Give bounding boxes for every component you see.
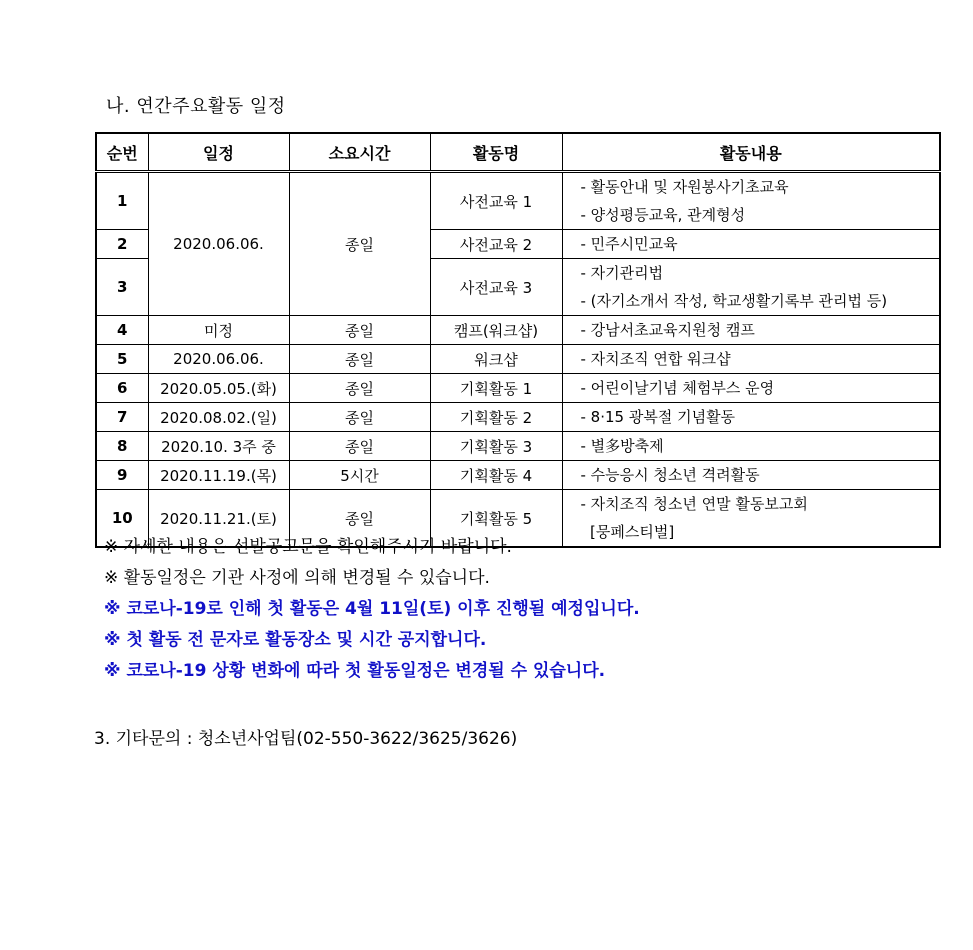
row-activity: 사전교육 2 bbox=[430, 230, 562, 259]
row-number: 5 bbox=[96, 345, 148, 374]
content-line: - 어린이날기념 체험부스 운영 bbox=[580, 379, 775, 397]
row-activity: 기획활동 3 bbox=[430, 432, 562, 461]
row-duration: 종일 bbox=[289, 374, 430, 403]
content-line: - 별多방축제 bbox=[580, 437, 664, 455]
row-date: 2020.05.05.(화) bbox=[148, 374, 289, 403]
table-row bbox=[96, 172, 940, 230]
table-row bbox=[96, 316, 940, 345]
header-activity: 활동명 bbox=[430, 133, 562, 172]
header-date: 일정 bbox=[148, 133, 289, 172]
row-content bbox=[562, 432, 940, 461]
table-row bbox=[96, 432, 940, 461]
row-number: 10 bbox=[96, 490, 148, 548]
row-date: 미정 bbox=[148, 316, 289, 345]
row-number: 3 bbox=[96, 259, 148, 316]
content-line: - 자기관리법 bbox=[580, 264, 664, 282]
note-item-emphasis: ※ 첫 활동 전 문자로 활동장소 및 시간 공지합니다. bbox=[104, 630, 487, 650]
row-duration: 종일 bbox=[289, 432, 430, 461]
content-line: - 민주시민교육 bbox=[580, 235, 678, 253]
header-content: 활동내용 bbox=[562, 133, 940, 172]
row-date: 2020.11.21.(토) bbox=[148, 490, 289, 548]
row-date: 2020.10. 3주 중 bbox=[148, 432, 289, 461]
row-activity: 기획활동 5 bbox=[430, 490, 562, 548]
content-line: - 8·15 광복절 기념활동 bbox=[580, 408, 736, 426]
table-header-row bbox=[96, 133, 940, 172]
row-duration: 종일 bbox=[289, 316, 430, 345]
table-row bbox=[96, 403, 940, 432]
row-content bbox=[562, 403, 940, 432]
row-content bbox=[562, 259, 940, 316]
note-item-emphasis: ※ 코로나-19 상황 변화에 따라 첫 활동일정은 변경될 수 있습니다. bbox=[104, 661, 606, 681]
note-item: ※ 자세한 내용은 선발공고문을 확인해주시기 바랍니다. bbox=[104, 537, 512, 557]
row-content bbox=[562, 230, 940, 259]
row-number: 4 bbox=[96, 316, 148, 345]
row-content bbox=[562, 461, 940, 490]
row-date: 2020.11.19.(목) bbox=[148, 461, 289, 490]
schedule-table bbox=[95, 132, 941, 548]
row-content bbox=[562, 345, 940, 374]
row-activity: 사전교육 1 bbox=[430, 172, 562, 230]
row-duration: 5시간 bbox=[289, 461, 430, 490]
row-number: 9 bbox=[96, 461, 148, 490]
notes-list bbox=[104, 532, 640, 687]
row-duration: 종일 bbox=[289, 345, 430, 374]
row-number: 6 bbox=[96, 374, 148, 403]
row-number: 8 bbox=[96, 432, 148, 461]
row-number: 2 bbox=[96, 230, 148, 259]
row-activity: 기획활동 1 bbox=[430, 374, 562, 403]
row-date: 2020.08.02.(일) bbox=[148, 403, 289, 432]
contact-info: 3. 기타문의 : 청소년사업팀(02-550-3622/3625/3626) bbox=[94, 729, 518, 749]
row-activity: 사전교육 3 bbox=[430, 259, 562, 316]
content-line: - 자치조직 청소년 연말 활동보고회 bbox=[580, 495, 808, 513]
row-activity: 워크샵 bbox=[430, 345, 562, 374]
row-content bbox=[562, 172, 940, 230]
table-row bbox=[96, 374, 940, 403]
row-date: 2020.06.06. bbox=[148, 345, 289, 374]
note-item-emphasis: ※ 코로나-19로 인해 첫 활동은 4월 11일(토) 이후 진행될 예정입니다. bbox=[104, 599, 640, 619]
header-duration: 소요시간 bbox=[289, 133, 430, 172]
content-line: [뭉페스티벌] bbox=[580, 523, 675, 541]
row-activity: 기획활동 2 bbox=[430, 403, 562, 432]
row-date: 2020.06.06. bbox=[148, 172, 289, 316]
row-duration: 종일 bbox=[289, 490, 430, 548]
content-line: - (자기소개서 작성, 학교생활기록부 관리법 등) bbox=[580, 292, 888, 310]
row-number: 1 bbox=[96, 172, 148, 230]
row-content bbox=[562, 374, 940, 403]
row-duration: 종일 bbox=[289, 403, 430, 432]
table-row bbox=[96, 461, 940, 490]
content-line: - 자치조직 연합 워크샵 bbox=[580, 350, 731, 368]
row-activity: 캠프(워크샵) bbox=[430, 316, 562, 345]
row-duration: 종일 bbox=[289, 172, 430, 316]
row-activity: 기획활동 4 bbox=[430, 461, 562, 490]
row-content bbox=[562, 316, 940, 345]
row-number: 7 bbox=[96, 403, 148, 432]
content-line: - 수능응시 청소년 격려활동 bbox=[580, 466, 760, 484]
section-title: 나. 연간주요활동 일정 bbox=[106, 96, 286, 117]
header-no: 순번 bbox=[96, 133, 148, 172]
content-line: - 강남서초교육지원청 캠프 bbox=[580, 321, 755, 339]
table-row bbox=[96, 345, 940, 374]
content-line: - 활동안내 및 자원봉사기초교육 bbox=[580, 178, 789, 196]
content-line: - 양성평등교육, 관계형성 bbox=[580, 206, 746, 224]
note-item: ※ 활동일정은 기관 사정에 의해 변경될 수 있습니다. bbox=[104, 568, 490, 588]
